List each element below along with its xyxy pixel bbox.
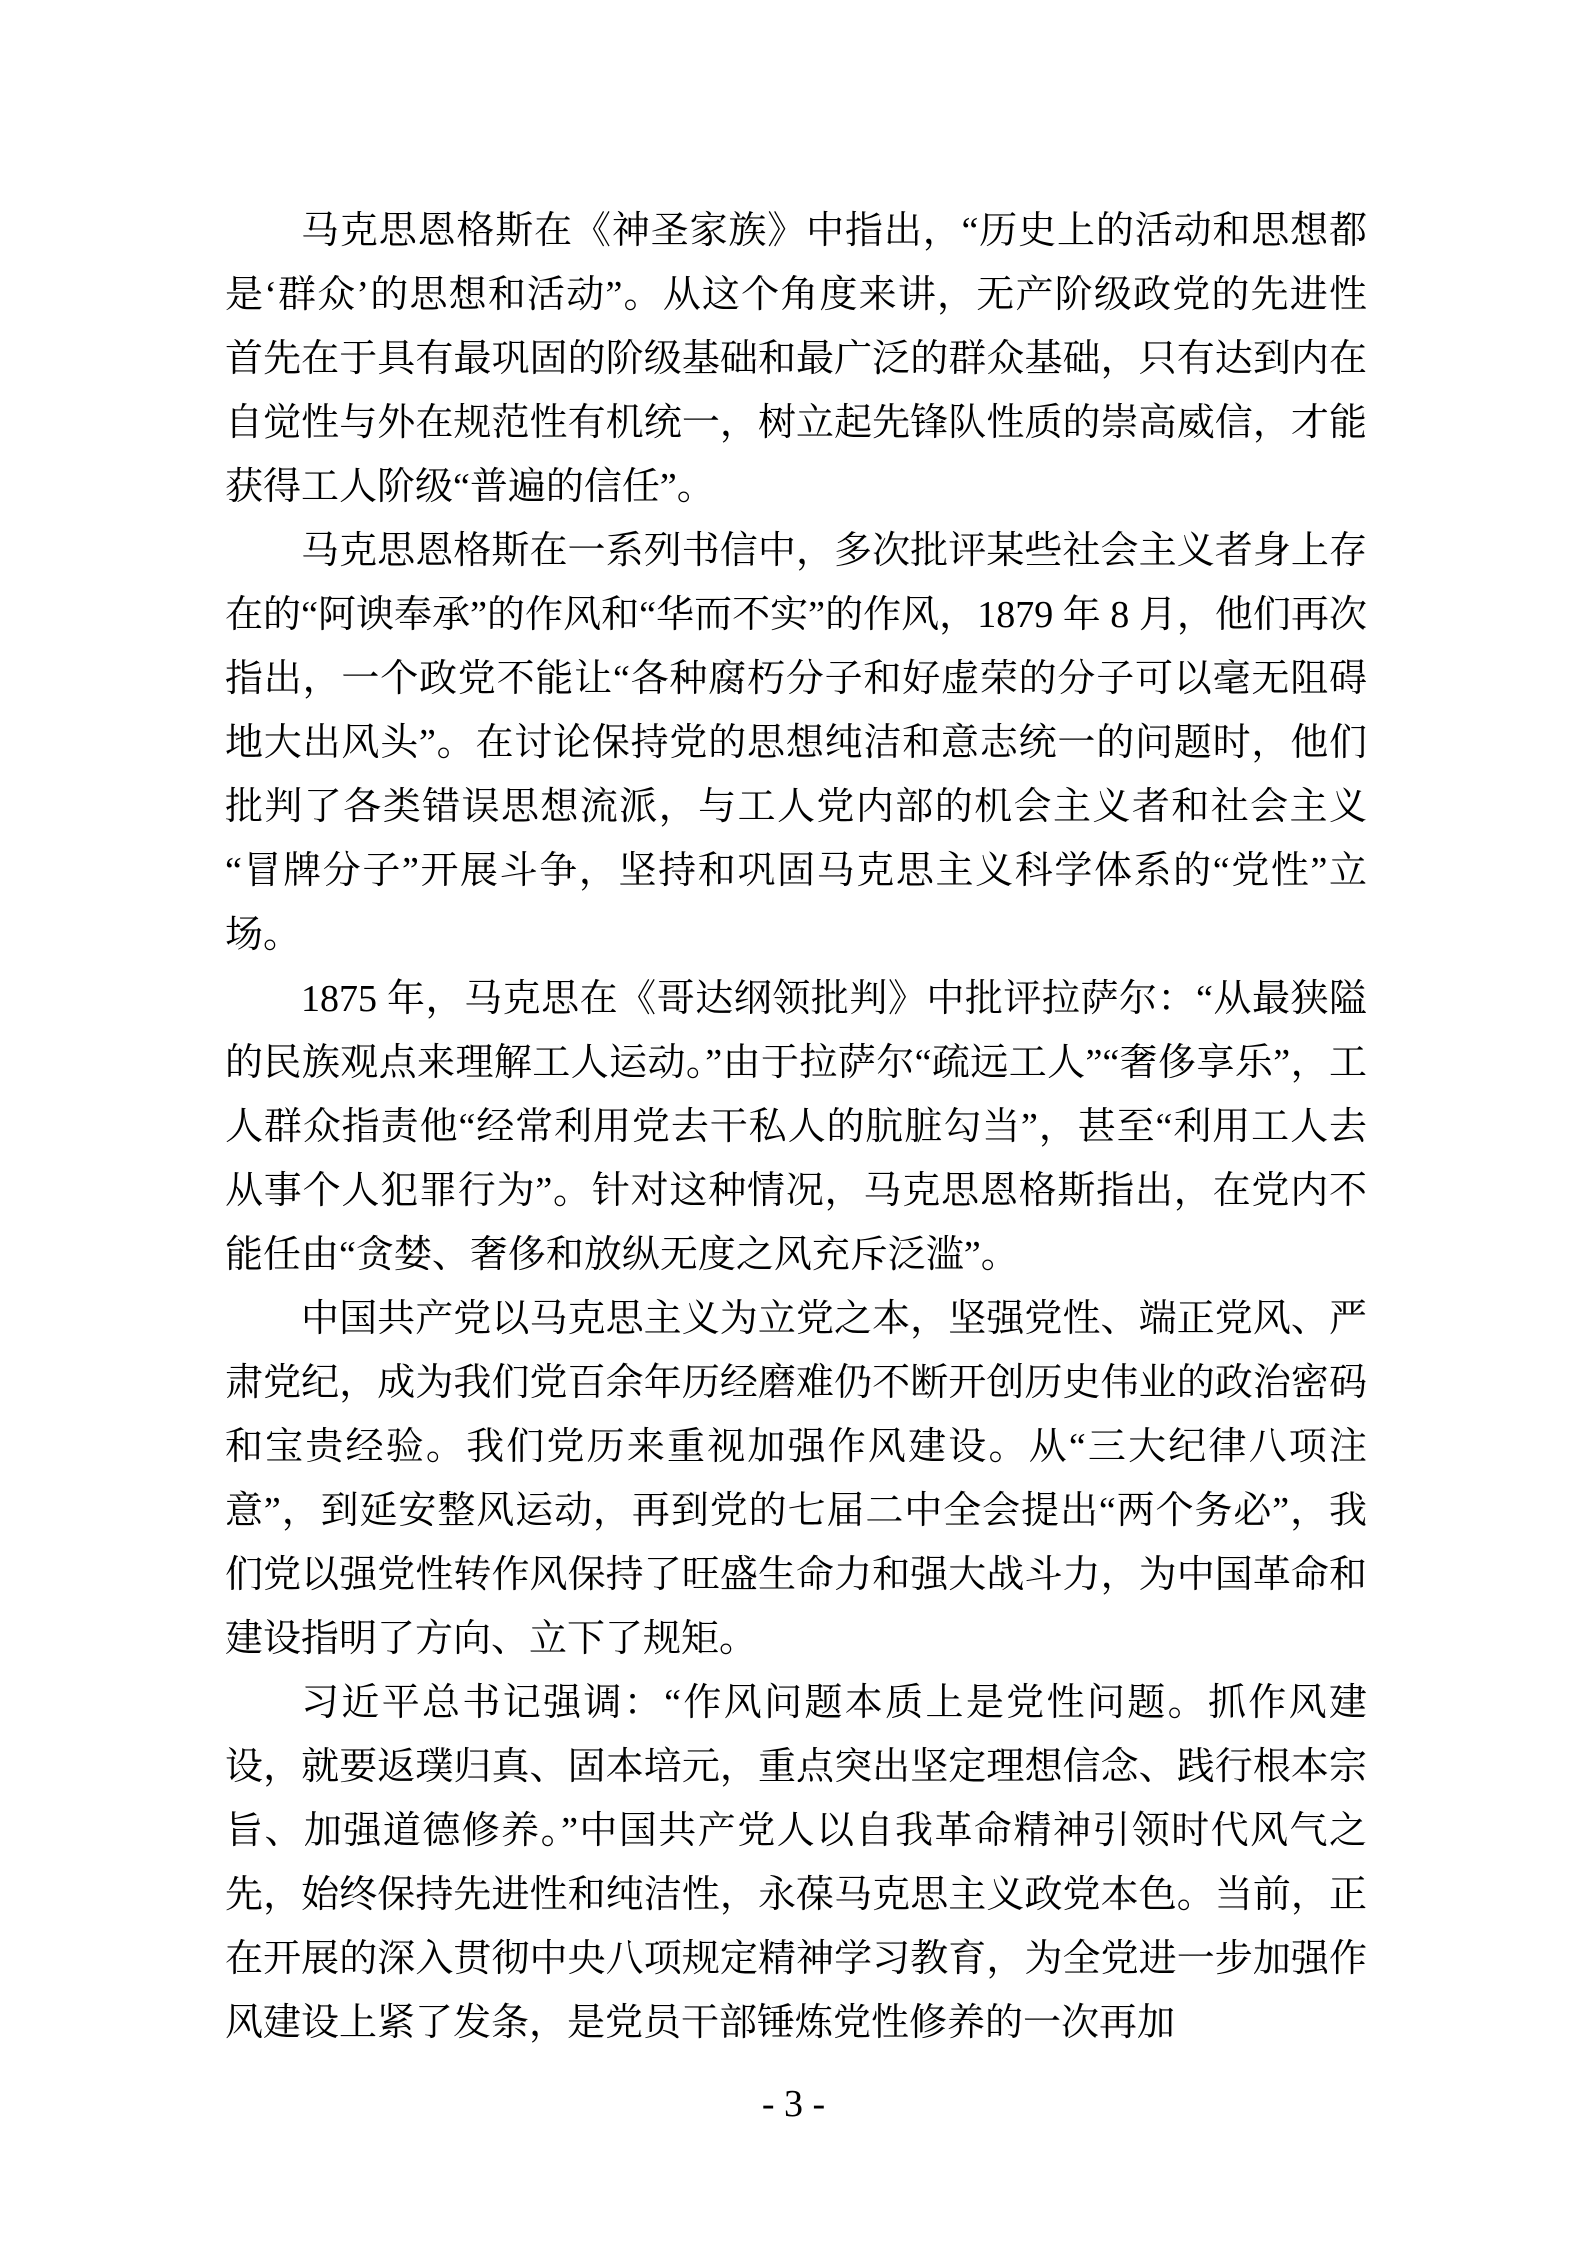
paragraph-4: 中国共产党以马克思主义为立党之本，坚强党性、端正党风、严肃党纪，成为我们党百余年历经磨难仍不断开创历史伟业的政治密码和宝贵经验。我们党历来重视加强作风建设。从“三大纪律八项注意”，到延安整风运动，再到党的七届二中全会提出“两个务必”，我们党以强党性转作风保持了旺盛生命力和强大战斗力，为中国革命和建设指明了方向、立下了规矩。 [225, 1298, 1367, 1660]
paragraph-5: 习近平总书记强调：“作风问题本质上是党性问题。抓作风建设，就要返璞归真、固本培元，重点突出坚定理想信念、践行根本宗旨、加强道德修养。”中国共产党人以自我革命精神引领时代风气之先，始终保持先进性和纯洁性，永葆马克思主义政党本色。当前，正在开展的深入贯彻中央八项规定精神学习教育，为全党进一步加强作风建设上紧了发条，是党员干部锤炼党性修养的一次再加 [225, 1682, 1367, 2044]
paragraph-3: 1875 年，马克思在《哥达纲领批判》中批评拉萨尔：“从最狭隘的民族观点来理解工人运动。”由于拉萨尔“疏远工人”“奢侈享乐”，工人群众指责他“经常利用党去干私人的肮脏勾当”，甚至“利用工人去从事个人犯罪行为”。针对这种情况，马克思恩格斯指出，在党内不能任由“贪婪、奢侈和放纵无度之风充斥泛滥”。 [225, 978, 1367, 1276]
paragraph-1: 马克思恩格斯在《神圣家族》中指出，“历史上的活动和思想都是‘群众’的思想和活动”。从这个角度来讲，无产阶级政党的先进性首先在于具有最巩固的阶级基础和最广泛的群众基础，只有达到内在自觉性与外在规范性有机统一，树立起先锋队性质的崇高威信，才能获得工人阶级“普遍的信任”。 [225, 210, 1367, 508]
document-body [225, 199, 1367, 2055]
paragraph-2: 马克思恩格斯在一系列书信中，多次批评某些社会主义者身上存在的“阿谀奉承”的作风和“华而不实”的作风，1879 年 8 月，他们再次指出，一个政党不能让“各种腐朽分子和好虚荣的分子可以毫无阻碍地大出风头”。在讨论保持党的思想纯洁和意志统一的问题时，他们批判了各类错误思想流派，与工人党内部的机会主义者和社会主义“冒牌分子”开展斗争，坚持和巩固马克思主义科学体系的“党性”立场。 [225, 530, 1367, 956]
page-footer [0, 2082, 1587, 2126]
page-number: - 3 - [761, 2083, 826, 2125]
